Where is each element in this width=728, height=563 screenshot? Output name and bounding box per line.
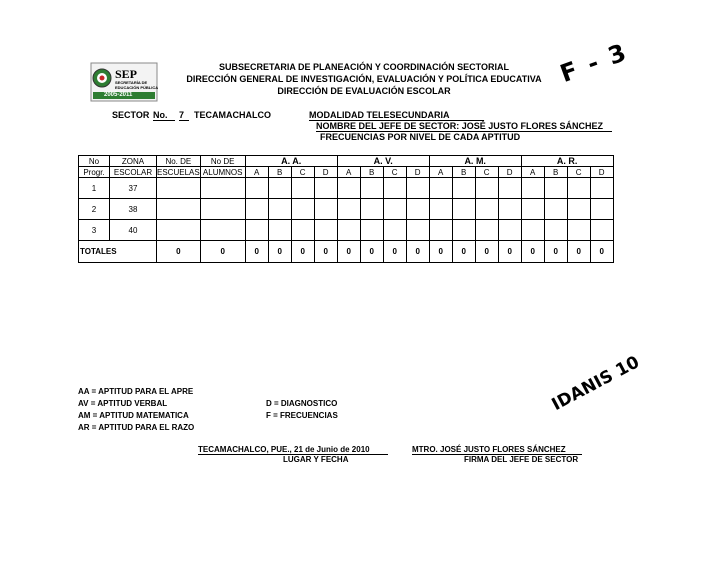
cell[interactable]	[245, 178, 268, 199]
modalidad: MODALIDAD TELESECUNDARIA	[309, 110, 484, 121]
col-escuelas-header-2: ESCUELAS	[157, 167, 200, 177]
idanis-stamp: IDANIS 10	[548, 352, 643, 415]
group-aa: A. A.	[245, 156, 337, 167]
legend-am: AM = APTITUD MATEMATICA	[78, 411, 189, 420]
results-table	[78, 155, 614, 263]
form-code: F - 3	[556, 37, 632, 88]
header-line2: DIRECCIÓN GENERAL DE INVESTIGACIÓN, EVALUACIÓN Y POLÍTICA EDUCATIVA	[186, 74, 542, 84]
total-value: 0	[429, 241, 452, 263]
cell[interactable]	[268, 220, 291, 241]
group-ar: A. R.	[521, 156, 613, 167]
level-c: C	[475, 167, 498, 178]
col-no-header-2: Progr.	[79, 167, 110, 178]
cell[interactable]	[406, 199, 429, 220]
place-date: TECAMACHALCO, PUE., 21 de Junio de 2010	[198, 445, 388, 455]
totals-alumnos: 0	[200, 241, 245, 263]
sector-number: 7	[179, 110, 189, 121]
cell[interactable]	[544, 178, 567, 199]
cell[interactable]	[475, 178, 498, 199]
cell[interactable]	[291, 199, 314, 220]
cell[interactable]	[521, 220, 544, 241]
group-am: A. M.	[429, 156, 521, 167]
totals-escuelas: 0	[157, 241, 201, 263]
cell[interactable]	[475, 199, 498, 220]
total-value: 0	[567, 241, 590, 263]
legend-aa: AA = APTITUD PARA EL APRE	[78, 387, 194, 396]
level-a: A	[429, 167, 452, 178]
level-c: C	[567, 167, 590, 178]
cell[interactable]	[157, 178, 201, 199]
cell[interactable]	[337, 199, 360, 220]
row-zona: 37	[110, 178, 157, 199]
logo-years: 2005-2011	[104, 92, 133, 98]
cell[interactable]	[429, 220, 452, 241]
totals-row	[79, 241, 614, 263]
legend-d: D = DIAGNOSTICO	[266, 399, 338, 408]
legend-av: AV = APTITUD VERBAL	[78, 399, 168, 408]
row-no: 2	[79, 199, 110, 220]
level-d: D	[590, 167, 613, 178]
cell[interactable]	[268, 178, 291, 199]
total-value: 0	[245, 241, 268, 263]
cell[interactable]	[498, 220, 521, 241]
logo-sub1: SECRETARÍA DE	[115, 80, 148, 85]
total-value: 0	[337, 241, 360, 263]
cell[interactable]	[567, 220, 590, 241]
total-value: 0	[498, 241, 521, 263]
level-a: A	[521, 167, 544, 178]
sector-no-label: No.	[153, 110, 175, 121]
cell[interactable]	[291, 178, 314, 199]
cell[interactable]	[590, 199, 613, 220]
place-date-label: LUGAR Y FECHA	[283, 455, 349, 464]
cell[interactable]	[475, 220, 498, 241]
level-d: D	[314, 167, 337, 178]
total-value: 0	[590, 241, 613, 263]
cell[interactable]	[157, 220, 201, 241]
header-row-1	[79, 156, 614, 167]
level-c: C	[383, 167, 406, 178]
col-alumnos-header-2: ALUMNOS	[200, 167, 245, 178]
cell[interactable]	[200, 178, 245, 199]
table-row	[79, 199, 614, 220]
level-b: B	[360, 167, 383, 178]
level-a: A	[337, 167, 360, 178]
total-value: 0	[360, 241, 383, 263]
cell[interactable]	[268, 199, 291, 220]
level-d: D	[406, 167, 429, 178]
cell[interactable]	[360, 178, 383, 199]
col-alumnos-header: No DE	[200, 156, 245, 167]
cell[interactable]	[314, 178, 337, 199]
cell[interactable]	[452, 199, 475, 220]
cell[interactable]	[567, 178, 590, 199]
cell[interactable]	[200, 199, 245, 220]
sector-label: SECTOR	[112, 110, 150, 120]
signer-label: FIRMA DEL JEFE DE SECTOR	[464, 455, 579, 464]
logo-sub2: EDUCACIÓN PÚBLICA	[115, 85, 159, 90]
col-no-header: No	[79, 156, 110, 167]
table-row	[79, 220, 614, 241]
cell[interactable]	[521, 199, 544, 220]
legend-f: F = FRECUENCIAS	[266, 411, 338, 420]
total-value: 0	[268, 241, 291, 263]
row-zona: 38	[110, 199, 157, 220]
cell[interactable]	[429, 199, 452, 220]
cell[interactable]	[429, 178, 452, 199]
row-zona: 40	[110, 220, 157, 241]
cell[interactable]	[498, 199, 521, 220]
level-c: C	[291, 167, 314, 178]
signer-name: MTRO. JOSÉ JUSTO FLORES SÁNCHEZ	[412, 445, 582, 455]
total-value: 0	[291, 241, 314, 263]
col-zona-header-2: ESCOLAR	[110, 167, 157, 178]
cell[interactable]	[383, 220, 406, 241]
cell[interactable]	[452, 178, 475, 199]
cell[interactable]	[406, 220, 429, 241]
sector-name: TECAMACHALCO	[194, 110, 271, 120]
cell[interactable]	[521, 178, 544, 199]
level-b: B	[544, 167, 567, 178]
row-no: 1	[79, 178, 110, 199]
cell[interactable]	[291, 220, 314, 241]
row-no: 3	[79, 220, 110, 241]
cell[interactable]	[360, 220, 383, 241]
cell[interactable]	[360, 199, 383, 220]
cell[interactable]	[383, 178, 406, 199]
cell[interactable]	[314, 220, 337, 241]
cell[interactable]	[157, 199, 201, 220]
level-b: B	[452, 167, 475, 178]
totals-label: TOTALES	[79, 241, 157, 263]
level-d: D	[498, 167, 521, 178]
freq-title: FRECUENCIAS POR NIVEL DE CADA APTITUD	[320, 132, 521, 142]
total-value: 0	[314, 241, 337, 263]
cell[interactable]	[567, 199, 590, 220]
header-line3: DIRECCIÓN DE EVALUACIÓN ESCOLAR	[277, 86, 451, 96]
cell[interactable]	[314, 199, 337, 220]
cell[interactable]	[245, 220, 268, 241]
total-value: 0	[383, 241, 406, 263]
level-a: A	[245, 167, 268, 178]
cell[interactable]	[452, 220, 475, 241]
col-zona-header: ZONA	[110, 156, 157, 167]
col-escuelas-header: No. DE	[157, 156, 201, 167]
total-value: 0	[521, 241, 544, 263]
total-value: 0	[406, 241, 429, 263]
cell[interactable]	[590, 178, 613, 199]
logo-title: SEP	[115, 67, 138, 81]
cell[interactable]	[498, 178, 521, 199]
table-row	[79, 178, 614, 199]
cell[interactable]	[337, 220, 360, 241]
cell[interactable]	[245, 199, 268, 220]
header-row-2	[79, 167, 614, 178]
cell[interactable]	[544, 199, 567, 220]
legend-ar: AR = APTITUD PARA EL RAZO	[78, 423, 195, 432]
cell[interactable]	[337, 178, 360, 199]
cell[interactable]	[544, 220, 567, 241]
cell[interactable]	[406, 178, 429, 199]
header-line1: SUBSECRETARIA DE PLANEACIÓN Y COORDINACIÓN SECTORIAL	[218, 62, 510, 72]
total-value: 0	[544, 241, 567, 263]
cell[interactable]	[383, 199, 406, 220]
total-value: 0	[475, 241, 498, 263]
group-av: A. V.	[337, 156, 429, 167]
cell[interactable]	[590, 220, 613, 241]
jefe-sector: NOMBRE DEL JEFE DE SECTOR: JOSÉ JUSTO FLORES SÁNCHEZ	[316, 121, 612, 132]
level-b: B	[268, 167, 291, 178]
cell[interactable]	[200, 220, 245, 241]
total-value: 0	[452, 241, 475, 263]
